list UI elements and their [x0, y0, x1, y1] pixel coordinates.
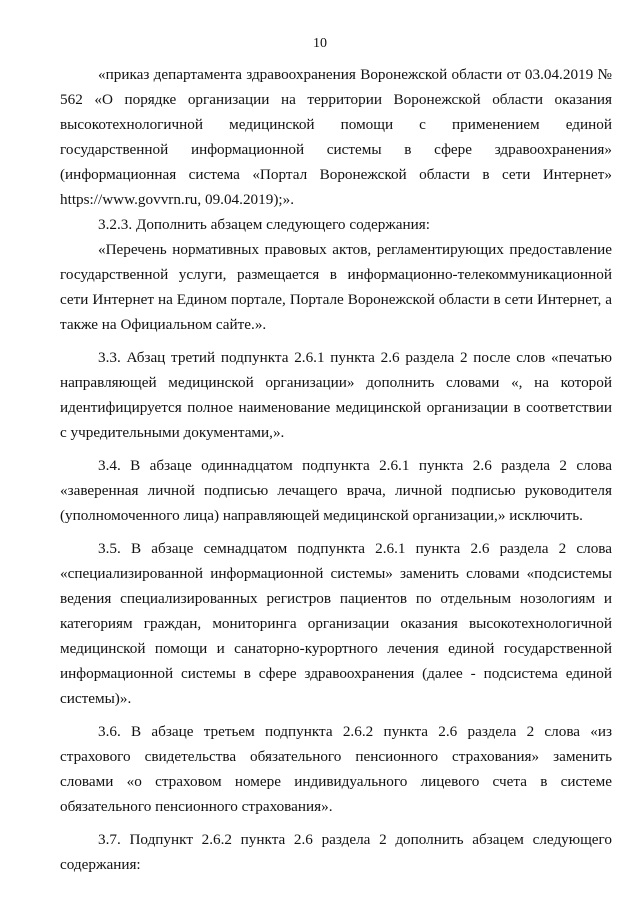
paragraph-3-3: 3.3. Абзац третий подпункта 2.6.1 пункта 2.6 раздела 2 после слов «печатью направляющей медицинской организации» дополнить словами «, на которой идентифицируется полное наименование медицинской организации в соответствии с учредительными документами,».: [60, 349, 612, 441]
document-body: [60, 62, 612, 877]
paragraph-quoted-addition: «Перечень нормативных правовых актов, регламентирующих предоставление государственной услуги, размещается в информационно-телекоммуникационной сети Интернет на Едином портале, Портале Воронежской области в сети Интернет, а также на Официальном сайте.».: [60, 241, 612, 333]
paragraph-3-6: 3.6. В абзаце третьем подпункта 2.6.2 пункта 2.6 раздела 2 слова «из страхового свидетельства обязательного пенсионного страхования» заменить словами «о страховом номере индивидуального лицевого счета в системе обязательного пенсионного страхования».: [60, 723, 612, 815]
paragraph-3-7: 3.7. Подпункт 2.6.2 пункта 2.6 раздела 2 дополнить абзацем следующего содержания:: [60, 831, 612, 873]
paragraph-order-reference: «приказ департамента здравоохранения Воронежской области от 03.04.2019 № 562 «О порядке организации на территории Воронежской области оказания высокотехнологичной медицинской помощи с применением единой государственной информационной системы в сфере здравоохранения» (информационная система «Портал Воронежской области в сети Интернет» https://www.govvrn.ru, 09.04.2019);».: [60, 66, 612, 208]
paragraph-3-2-3: 3.2.3. Дополнить абзацем следующего содержания:: [98, 216, 430, 233]
page-number: 10: [313, 36, 327, 51]
paragraph-3-5: 3.5. В абзаце семнадцатом подпункта 2.6.1 пункта 2.6 раздела 2 слова «специализированной информационной системы» заменить словами «подсистемы ведения специализированных регистров пациентов по отдельным нозологиям и категориям граждан, мониторинга организации оказания высокотехнологичной медицинской помощи и санаторно-курортного лечения единой государственной информационной системы в сфере здравоохранения (далее - подсистема единой системы)».: [60, 540, 612, 707]
paragraph-3-4: 3.4. В абзаце одиннадцатом подпункта 2.6.1 пункта 2.6 раздела 2 слова «заверенная личной подписью лечащего врача, личной подписью руководителя (уполномоченного лица) направляющей медицинской организации,» исключить.: [60, 457, 612, 524]
